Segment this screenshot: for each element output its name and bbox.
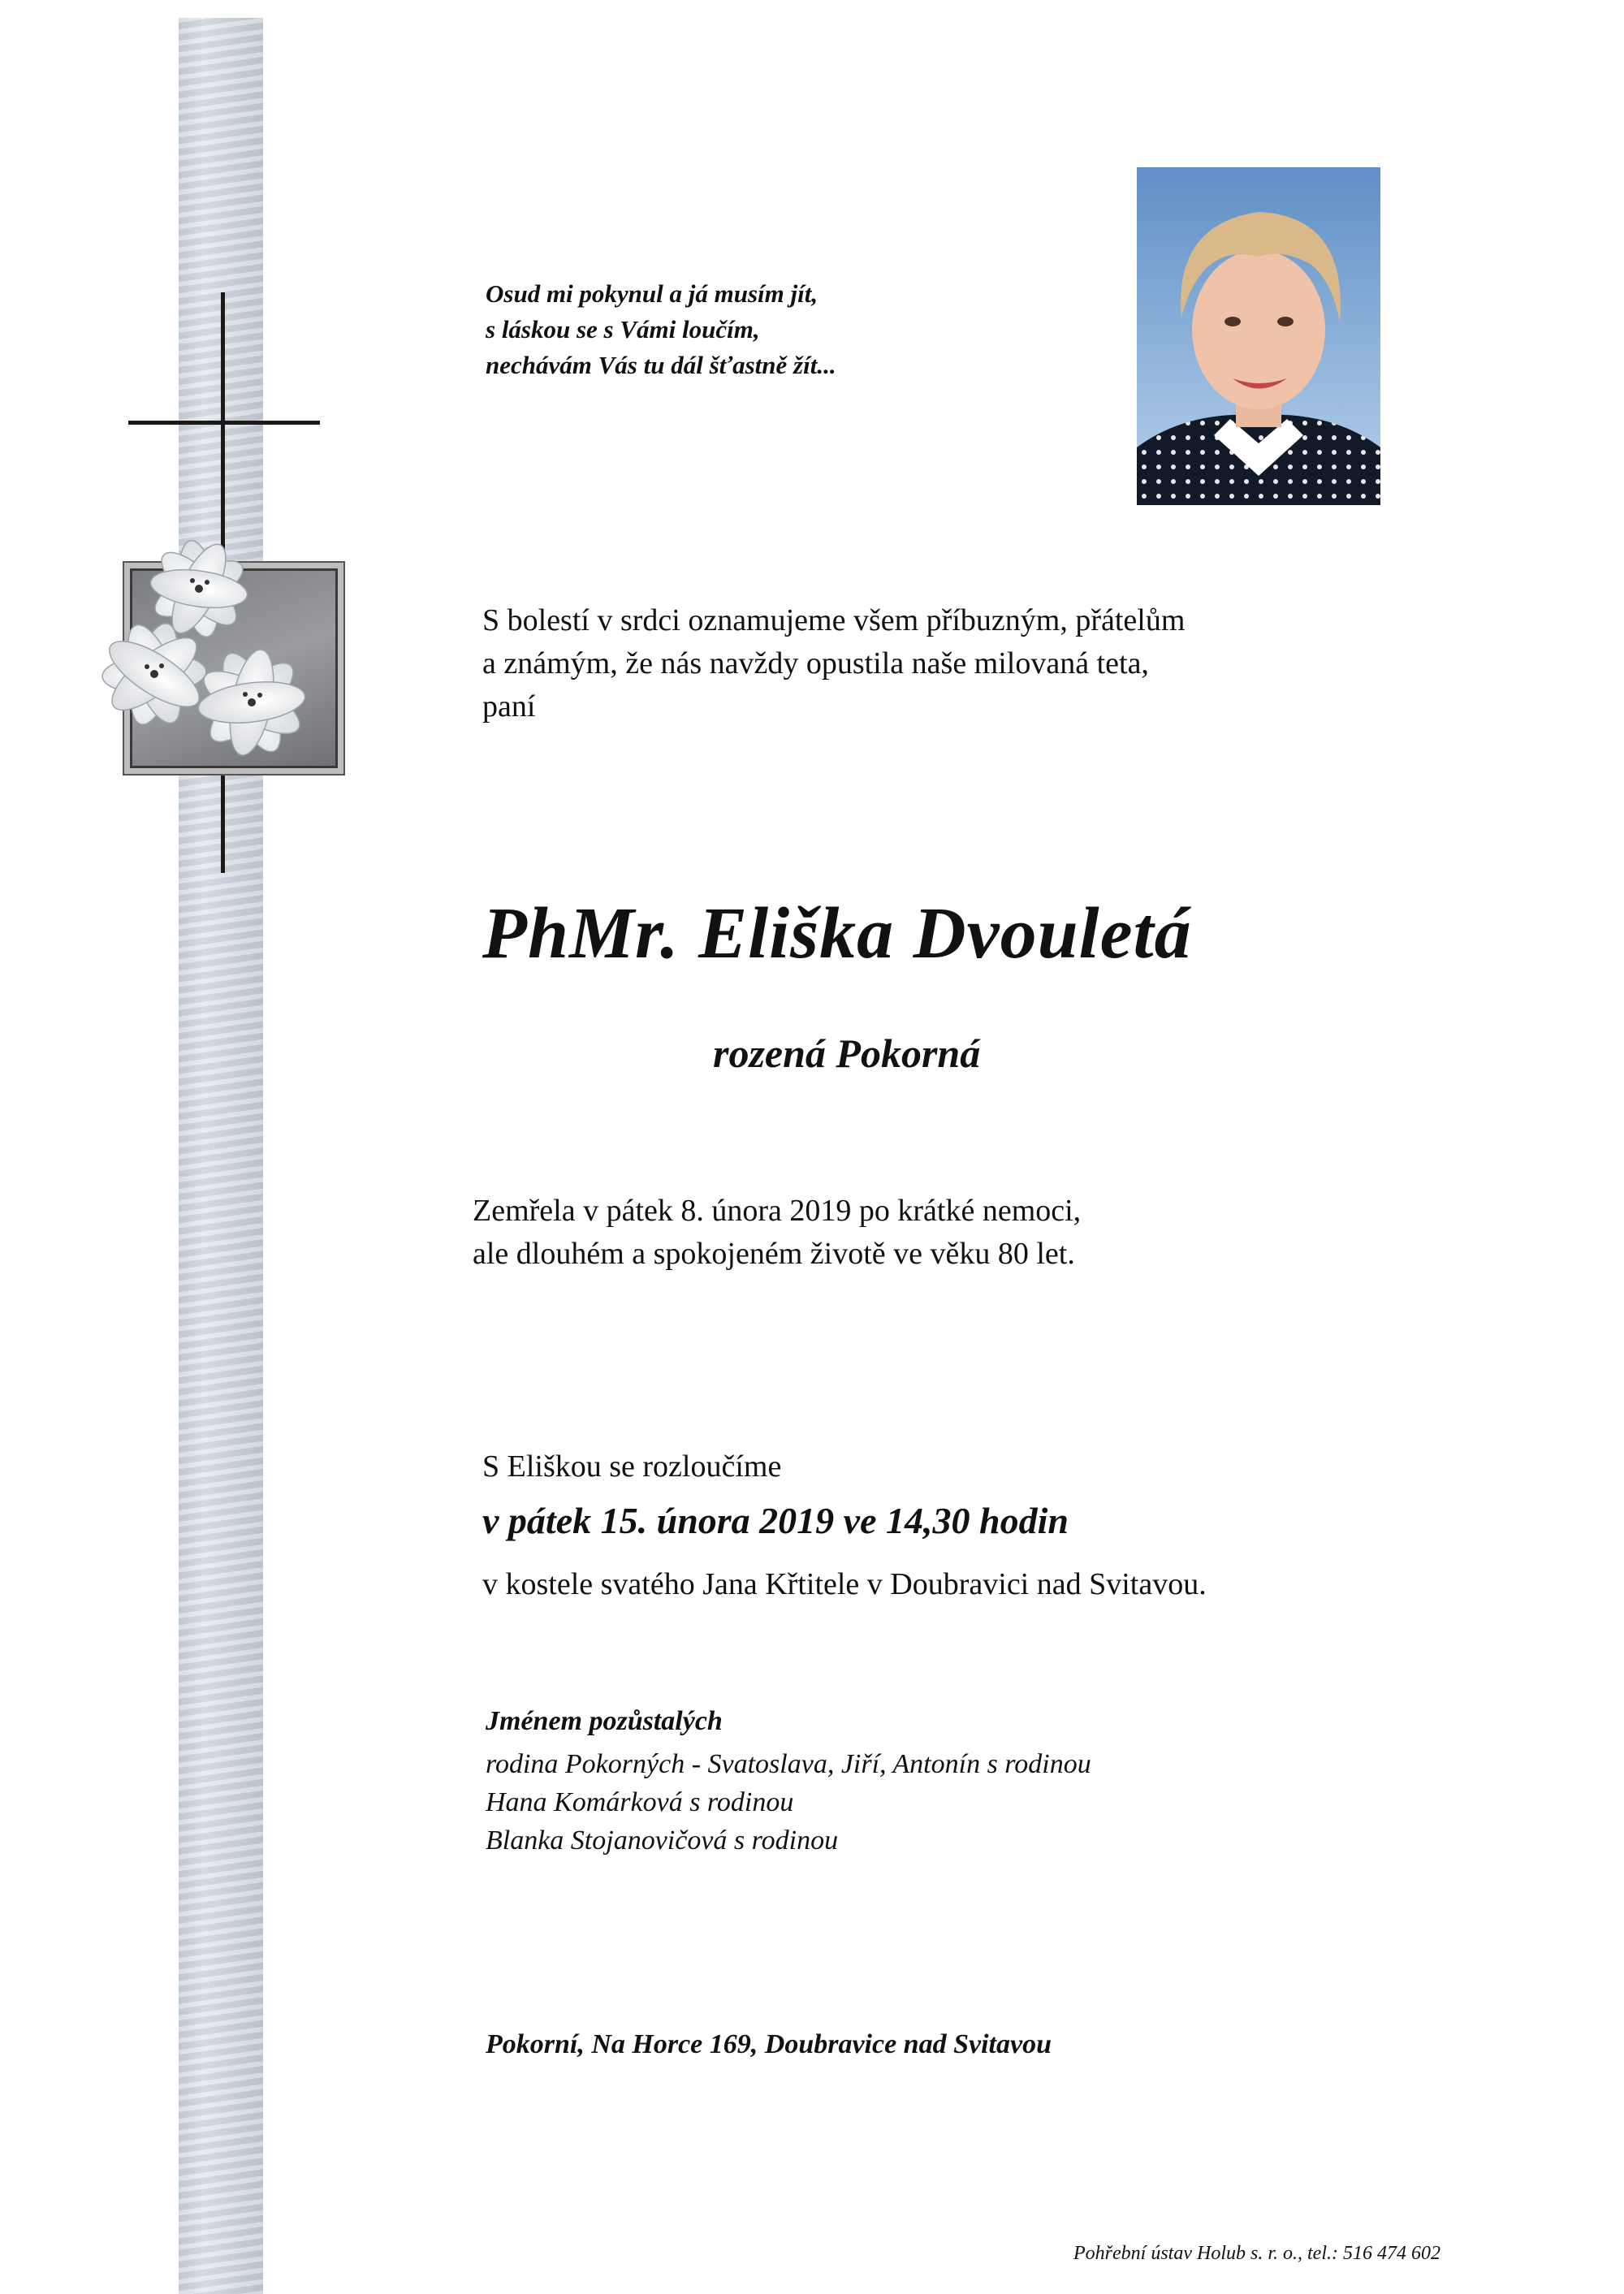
signatory-line: Blanka Stojanovičová s rodinou [486,1825,839,1856]
announcement-line: a známým, že nás navždy opustila naše milovaná teta, [482,646,1149,680]
death-info-line: ale dlouhém a spokojeném životě ve věku 80 let. [473,1237,1075,1271]
announcement [482,599,1185,728]
signatories [486,1702,1091,1860]
verse-line: nechávám Vás tu dál šťastně žít... [486,351,836,379]
ceremony-date-time: v pátek 15. února 2019 ve 14,30 hodin [482,1500,1069,1541]
maiden-name: rozená Pokorná [713,1030,981,1076]
death-info [473,1190,1081,1276]
ceremony-intro: S Eliškou se rozloučíme [482,1449,782,1484]
verse [486,276,836,383]
cross-vertical-upper [221,292,225,568]
deceased-name: PhMr. Eliška Dvouletá [482,893,1192,974]
signatory-line: rodina Pokorných - Svatoslava, Jiří, Antonín s rodinou [486,1749,1091,1779]
ceremony-location: v kostele svatého Jana Křtitele v Doubravici nad Svitavou. [482,1567,1207,1601]
death-info-line: Zemřela v pátek 8. února 2019 po krátké nemoci, [473,1194,1082,1228]
verse-line: s láskou se s Vámi loučím, [486,315,760,343]
lily-flowers-icon [77,540,345,800]
signatories-heading: Jménem pozůstalých [486,1706,723,1736]
signatory-line: Hana Komárková s rodinou [486,1787,794,1817]
family-address: Pokorní, Na Horce 169, Doubravice nad Svitavou [486,2029,1052,2059]
announcement-line: paní [482,689,536,724]
announcement-line: S bolestí v srdci oznamujeme všem příbuzným, přátelům [482,603,1186,637]
cross-horizontal [128,421,320,425]
verse-line: Osud mi pokynul a já musím jít, [486,279,818,308]
portrait-photo [1137,167,1380,505]
funeral-home-note: Pohřební ústav Holub s. r. o., tel.: 516 474 602 [1073,2243,1440,2264]
